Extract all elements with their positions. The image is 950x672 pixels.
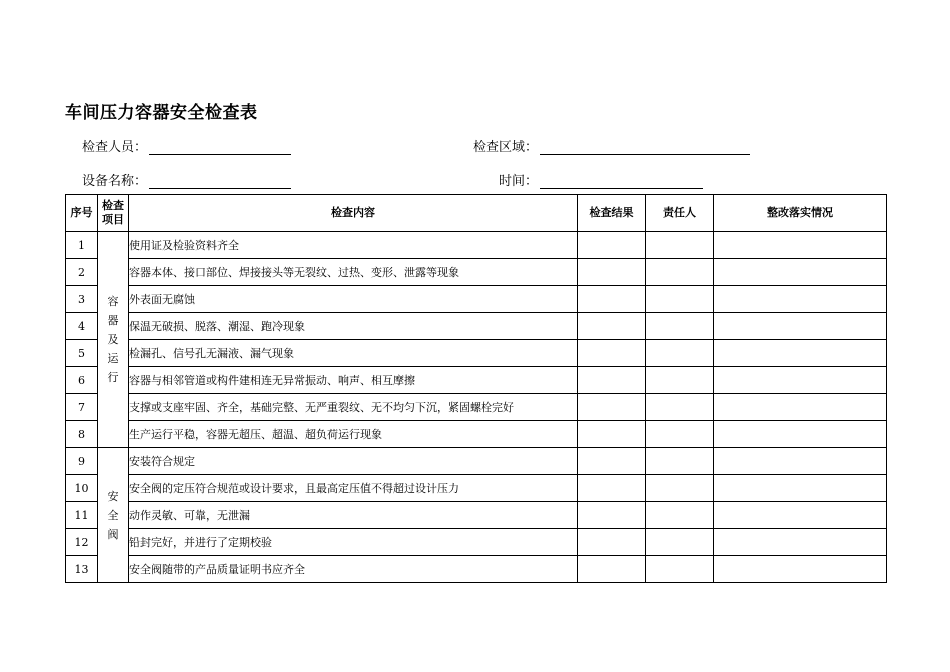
table-row: [66, 394, 887, 421]
table-row: [66, 556, 887, 583]
inspection-table: [65, 194, 887, 583]
result-cell[interactable]: [578, 394, 646, 421]
row-number: 3: [66, 286, 98, 313]
check-content: 使用证及检验资料齐全: [129, 232, 578, 259]
check-content: 安全阀的定压符合规范或设计要求，且最高定压值不得超过设计压力: [129, 475, 578, 502]
person-cell[interactable]: [646, 448, 714, 475]
check-item-group: [98, 232, 129, 448]
inspector-blank-line[interactable]: [149, 140, 291, 155]
result-cell[interactable]: [578, 448, 646, 475]
person-cell[interactable]: [646, 367, 714, 394]
result-cell[interactable]: [578, 259, 646, 286]
person-cell[interactable]: [646, 232, 714, 259]
check-item-group: [98, 448, 129, 583]
row-number: 13: [66, 556, 98, 583]
person-cell[interactable]: [646, 475, 714, 502]
time-label: 时间：: [499, 174, 539, 189]
rectify-cell[interactable]: [714, 556, 887, 583]
rectify-cell[interactable]: [714, 502, 887, 529]
result-cell[interactable]: [578, 313, 646, 340]
rectify-cell[interactable]: [714, 340, 887, 367]
check-content: 保温无破损、脱落、潮湿、跑冷现象: [129, 313, 578, 340]
time-field[interactable]: [499, 170, 703, 189]
table-row: [66, 421, 887, 448]
person-cell[interactable]: [646, 286, 714, 313]
result-cell[interactable]: [578, 340, 646, 367]
table-row: [66, 529, 887, 556]
row-number: 5: [66, 340, 98, 367]
header-person: 责任人: [646, 195, 714, 232]
table-row: [66, 313, 887, 340]
person-cell[interactable]: [646, 259, 714, 286]
table-row: [66, 340, 887, 367]
check-item-label: 安全阀: [107, 489, 119, 541]
rectify-cell[interactable]: [714, 421, 887, 448]
table-row: [66, 448, 887, 475]
area-field[interactable]: [473, 136, 750, 155]
result-cell[interactable]: [578, 367, 646, 394]
rectify-cell[interactable]: [714, 232, 887, 259]
header-result: 检查结果: [578, 195, 646, 232]
person-cell[interactable]: [646, 394, 714, 421]
check-content: 安装符合规定: [129, 448, 578, 475]
result-cell[interactable]: [578, 502, 646, 529]
rectify-cell[interactable]: [714, 448, 887, 475]
equipment-blank-line[interactable]: [149, 174, 291, 189]
check-content: 铅封完好，并进行了定期校验: [129, 529, 578, 556]
inspector-label: 检查人员：: [82, 140, 148, 155]
rectify-cell[interactable]: [714, 529, 887, 556]
result-cell[interactable]: [578, 232, 646, 259]
person-cell[interactable]: [646, 421, 714, 448]
check-content: 容器与相邻管道或构件建相连无异常振动、响声、相互摩擦: [129, 367, 578, 394]
check-content: 容器本体、接口部位、焊接接头等无裂纹、过热、变形、泄露等现象: [129, 259, 578, 286]
result-cell[interactable]: [578, 529, 646, 556]
rectify-cell[interactable]: [714, 367, 887, 394]
table-row: [66, 502, 887, 529]
result-cell[interactable]: [578, 421, 646, 448]
row-number: 7: [66, 394, 98, 421]
person-cell[interactable]: [646, 556, 714, 583]
check-content: 生产运行平稳，容器无超压、超温、超负荷运行现象: [129, 421, 578, 448]
row-number: 12: [66, 529, 98, 556]
equipment-label: 设备名称：: [82, 174, 148, 189]
table-row: [66, 259, 887, 286]
result-cell[interactable]: [578, 475, 646, 502]
check-content: 外表面无腐蚀: [129, 286, 578, 313]
person-cell[interactable]: [646, 340, 714, 367]
table-row: [66, 475, 887, 502]
area-label: 检查区域：: [473, 140, 539, 155]
row-number: 1: [66, 232, 98, 259]
check-content: 动作灵敏、可靠，无泄漏: [129, 502, 578, 529]
table-body: [66, 232, 887, 583]
area-blank-line[interactable]: [540, 140, 750, 155]
row-number: 10: [66, 475, 98, 502]
rectify-cell[interactable]: [714, 394, 887, 421]
table-row: [66, 286, 887, 313]
check-content: 支撑或支座牢固、齐全，基础完整、无严重裂纹、无不均匀下沉，紧固螺栓完好: [129, 394, 578, 421]
table-row: [66, 367, 887, 394]
row-number: 8: [66, 421, 98, 448]
table-header-row: [66, 195, 887, 232]
time-blank-line[interactable]: [540, 174, 703, 189]
person-cell[interactable]: [646, 313, 714, 340]
row-number: 11: [66, 502, 98, 529]
header-item: 检查项目: [98, 195, 129, 232]
header-no: 序号: [66, 195, 98, 232]
table-row: [66, 232, 887, 259]
rectify-cell[interactable]: [714, 475, 887, 502]
header-content: 检查内容: [129, 195, 578, 232]
rectify-cell[interactable]: [714, 286, 887, 313]
rectify-cell[interactable]: [714, 259, 887, 286]
row-number: 6: [66, 367, 98, 394]
equipment-field[interactable]: [82, 170, 291, 189]
check-content: 检漏孔、信号孔无漏液、漏气现象: [129, 340, 578, 367]
person-cell[interactable]: [646, 529, 714, 556]
row-number: 4: [66, 313, 98, 340]
row-number: 9: [66, 448, 98, 475]
row-number: 2: [66, 259, 98, 286]
person-cell[interactable]: [646, 502, 714, 529]
rectify-cell[interactable]: [714, 313, 887, 340]
check-item-label: 容器及运行: [107, 295, 119, 384]
page-title: 车间压力容器安全检查表: [65, 103, 258, 123]
check-content: 安全阀随带的产品质量证明书应齐全: [129, 556, 578, 583]
result-cell[interactable]: [578, 286, 646, 313]
header-rectify: 整改落实情况: [714, 195, 887, 232]
inspector-field[interactable]: [82, 136, 291, 155]
result-cell[interactable]: [578, 556, 646, 583]
